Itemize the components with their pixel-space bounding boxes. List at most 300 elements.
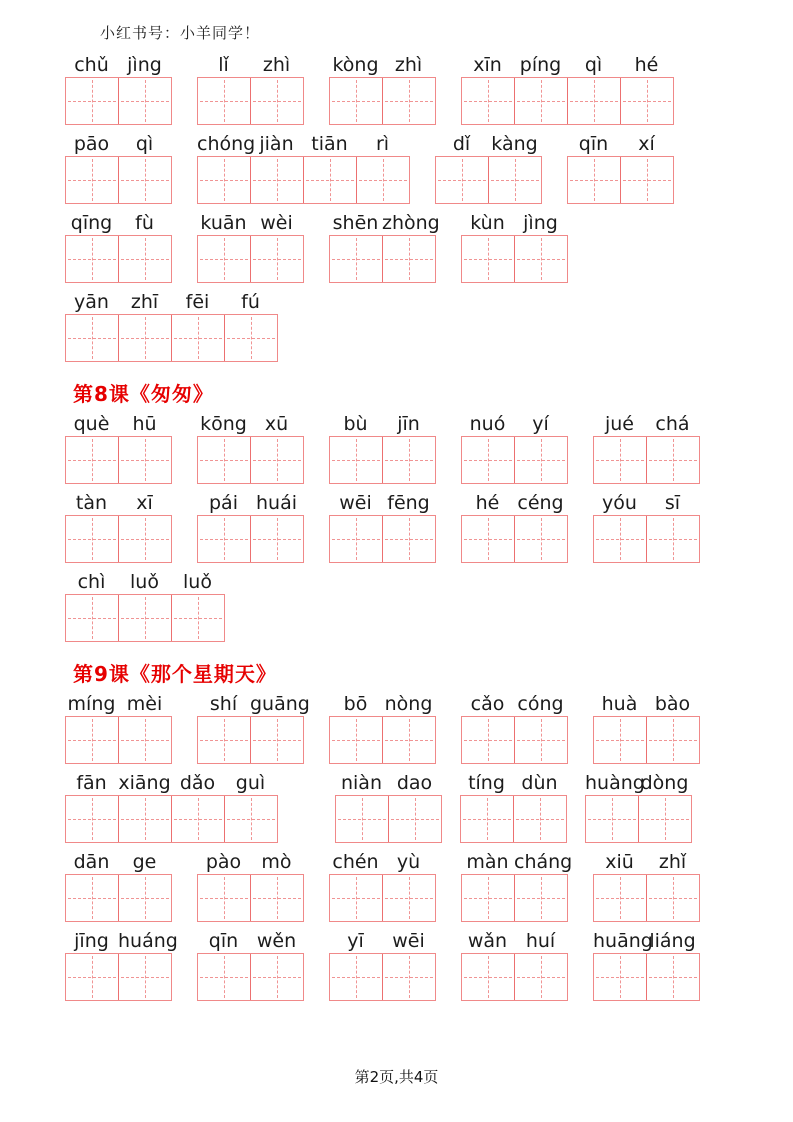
pinyin-syllable: fēng [387,492,430,514]
writing-grid [460,795,567,843]
writing-grid [197,235,304,283]
character-cell [118,595,171,641]
character-cell [66,717,118,763]
character-cell [462,516,514,562]
pinyin-syllable: rì [375,133,390,155]
pinyin-row [461,412,568,436]
character-cell [118,516,171,562]
writing-grid [329,235,436,283]
character-cell [250,875,303,921]
word-group [65,929,178,1001]
pinyin-syllable: xī [136,492,153,514]
pinyin-syllable: zhòng [382,212,440,234]
character-cell [330,954,382,1000]
word-group [329,850,436,922]
pinyin-syllable: cǎo [470,693,505,715]
pinyin-syllable: qīng [70,212,113,234]
pinyin-syllable: píng [519,54,562,76]
pinyin-syllable: lǐ [218,54,229,76]
pinyin-syllable: wèi [260,212,293,234]
character-cell [513,796,566,842]
writing-grid [65,874,172,922]
pinyin-syllable: chén [332,851,379,873]
word-group [593,412,700,484]
character-cell [250,157,303,203]
word-group [197,850,304,922]
pinyin-syllable: zhì [394,54,423,76]
pinyin-syllable: kòng [332,54,379,76]
character-cell [436,157,488,203]
word-group [585,771,692,843]
pinyin-row [329,53,436,77]
pinyin-row [435,132,542,156]
character-cell [330,236,382,282]
pinyin-row [593,692,700,716]
pinyin-row [461,692,568,716]
character-cell [382,236,435,282]
word-row [65,211,793,283]
pinyin-row [461,211,568,235]
pinyin-row [197,491,304,515]
writing-grid [329,77,436,125]
pinyin-syllable: luǒ [183,571,212,593]
watermark-note: 小红书号：小羊同学！ [100,24,261,42]
pinyin-syllable: huí [525,930,556,952]
pinyin-syllable: dao [396,772,433,794]
character-cell [514,78,567,124]
word-group [65,850,172,922]
pinyin-syllable: chì [77,571,106,593]
writing-grid [197,874,304,922]
pinyin-row [65,53,172,77]
pinyin-syllable: wēi [392,930,425,952]
pinyin-syllable: huà [601,693,638,715]
pinyin-syllable: jīn [397,413,420,435]
pinyin-row [460,771,567,795]
word-group [197,929,304,1001]
writing-grid [197,515,304,563]
character-cell [356,157,409,203]
character-cell [198,516,250,562]
pinyin-syllable: nòng [384,693,433,715]
word-group [329,53,436,125]
writing-grid [461,515,568,563]
character-cell [66,875,118,921]
character-cell [66,78,118,124]
section-title: 第9课《那个星期天》 [73,662,277,686]
pinyin-syllable: qì [584,54,603,76]
word-group [197,132,410,204]
pinyin-syllable: bō [343,693,368,715]
pinyin-syllable: tiān [311,133,348,155]
pinyin-syllable: chǔ [74,54,109,76]
pinyin-row [65,491,172,515]
character-cell [250,516,303,562]
pinyin-row [461,850,573,874]
pinyin-syllable: zhǐ [658,851,687,873]
pinyin-row [329,412,436,436]
writing-grid [65,314,278,362]
character-cell [198,875,250,921]
writing-grid [329,515,436,563]
pinyin-row [65,211,172,235]
character-cell [646,954,699,1000]
pinyin-syllable: jué [604,413,634,435]
pinyin-syllable: xiāng [118,772,171,794]
word-row [65,132,793,204]
word-group [461,850,573,922]
word-group [65,771,278,843]
pinyin-row [197,53,304,77]
character-cell [514,516,567,562]
character-cell [382,78,435,124]
pinyin-row [329,211,440,235]
character-cell [250,236,303,282]
pinyin-row [461,491,568,515]
writing-grid [65,594,225,642]
word-group [65,290,278,362]
pinyin-row [65,929,178,953]
pinyin-syllable: míng [67,693,116,715]
pinyin-syllable: qīn [578,133,609,155]
sections-container [65,53,793,1008]
pinyin-row [329,692,436,716]
character-cell [118,315,171,361]
pinyin-syllable: hū [132,413,157,435]
character-cell [118,717,171,763]
word-group [65,412,172,484]
character-cell [646,437,699,483]
character-cell [382,437,435,483]
writing-grid [461,436,568,484]
word-group [461,53,674,125]
pinyin-syllable: niàn [340,772,382,794]
writing-grid [461,77,674,125]
word-group [197,211,304,283]
pinyin-syllable: jiàn [259,133,294,155]
character-cell [66,595,118,641]
pinyin-syllable: wēi [339,492,372,514]
pinyin-syllable: qīn [208,930,239,952]
word-group [329,692,436,764]
character-cell [198,954,250,1000]
pinyin-syllable: yān [74,291,109,313]
word-group [461,211,568,283]
character-cell [382,717,435,763]
writing-grid [461,716,568,764]
character-cell [514,954,567,1000]
character-cell [382,954,435,1000]
character-cell [224,315,277,361]
word-group [65,53,172,125]
word-group [461,929,568,1001]
writing-grid [461,235,568,283]
character-cell [330,437,382,483]
writing-grid [593,436,700,484]
writing-grid [65,77,172,125]
pinyin-syllable: fù [135,212,154,234]
character-cell [66,157,118,203]
pinyin-row [567,132,674,156]
character-cell [171,595,224,641]
pinyin-row [593,929,700,953]
character-cell [462,437,514,483]
writing-grid [585,795,692,843]
character-cell [594,516,646,562]
writing-grid [461,953,568,1001]
word-group [329,211,440,283]
character-cell [118,78,171,124]
section-title: 第8课《匆匆》 [73,382,214,406]
pinyin-syllable: kōng [200,413,247,435]
word-group [461,491,568,563]
writing-grid [197,77,304,125]
character-cell [118,236,171,282]
writing-grid [461,874,568,922]
pinyin-syllable: xū [264,413,289,435]
pinyin-syllable: kuān [200,212,247,234]
character-cell [171,796,224,842]
character-cell [594,717,646,763]
pinyin-syllable: bù [343,413,368,435]
character-cell [594,437,646,483]
writing-grid [567,156,674,204]
character-cell [66,437,118,483]
pinyin-syllable: huáng [118,930,178,952]
pinyin-syllable: guāng [250,693,310,715]
character-cell [514,437,567,483]
pinyin-syllable: shí [209,693,238,715]
pinyin-row [329,850,436,874]
pinyin-syllable: jìng [523,212,558,234]
character-cell [66,315,118,361]
word-row [65,53,793,125]
word-row [65,929,793,1001]
pinyin-syllable: jīng [74,930,109,952]
pinyin-row [197,412,304,436]
pinyin-syllable: hé [634,54,659,76]
character-cell [250,437,303,483]
word-group [335,771,442,843]
word-group [197,491,304,563]
pinyin-row [593,850,700,874]
pinyin-syllable: liáng [649,930,696,952]
pinyin-row [329,491,436,515]
writing-grid [65,953,172,1001]
word-group [65,491,172,563]
character-cell [66,516,118,562]
character-cell [171,315,224,361]
pinyin-syllable: chóng [197,133,256,155]
character-cell [646,717,699,763]
writing-grid [593,716,700,764]
pinyin-row [65,850,172,874]
pinyin-syllable: fú [241,291,260,313]
character-cell [198,236,250,282]
pinyin-syllable: fān [76,772,107,794]
pinyin-syllable: zhì [262,54,291,76]
character-cell [66,236,118,282]
pinyin-row [593,412,700,436]
pinyin-row [585,771,692,795]
pinyin-syllable: fēi [185,291,210,313]
pinyin-syllable: dǎo [179,772,216,794]
pinyin-syllable: què [73,413,110,435]
character-cell [388,796,441,842]
character-cell [198,717,250,763]
word-group [461,692,568,764]
writing-grid [65,515,172,563]
pinyin-syllable: kùn [470,212,505,234]
character-cell [250,717,303,763]
character-cell [568,157,620,203]
pinyin-syllable: dùn [521,772,558,794]
character-cell [462,717,514,763]
character-cell [488,157,541,203]
pinyin-syllable: mò [261,851,292,873]
pinyin-syllable: dòng [640,772,689,794]
pinyin-syllable: hé [475,492,500,514]
pinyin-syllable: mèi [126,693,163,715]
writing-grid [593,515,700,563]
character-cell [198,437,250,483]
pinyin-syllable: pái [209,492,238,514]
writing-grid [65,235,172,283]
character-cell [462,78,514,124]
character-cell [330,717,382,763]
character-cell [462,954,514,1000]
pinyin-syllable: qì [135,133,154,155]
pinyin-syllable: céng [517,492,564,514]
writing-grid [65,436,172,484]
character-cell [330,875,382,921]
pinyin-syllable: pāo [73,133,110,155]
pinyin-syllable: tíng [468,772,505,794]
word-row [65,850,793,922]
character-cell [646,516,699,562]
pinyin-row [65,132,172,156]
word-group [329,412,436,484]
writing-grid [197,716,304,764]
character-cell [250,954,303,1000]
character-cell [118,875,171,921]
word-group [593,491,700,563]
pinyin-row [329,929,436,953]
character-cell [514,717,567,763]
pinyin-row [593,491,700,515]
character-cell [620,78,673,124]
word-group [197,53,304,125]
character-cell [330,516,382,562]
character-cell [646,875,699,921]
character-cell [586,796,638,842]
pinyin-syllable: dǐ [452,133,471,155]
pinyin-syllable: yóu [602,492,637,514]
word-row [65,290,793,362]
writing-grid [329,874,436,922]
character-cell [66,954,118,1000]
character-cell [118,437,171,483]
pinyin-row [65,570,225,594]
writing-grid [65,716,172,764]
pinyin-syllable: huāng [593,930,653,952]
pinyin-syllable: kàng [491,133,538,155]
word-row [65,771,793,843]
pinyin-row [197,929,304,953]
pinyin-syllable: huái [255,492,297,514]
word-row [65,412,793,484]
pinyin-syllable: zhī [130,291,159,313]
writing-grid [197,156,410,204]
character-cell [594,875,646,921]
character-cell [514,875,567,921]
character-cell [66,796,118,842]
pinyin-syllable: tàn [75,492,108,514]
word-group [460,771,567,843]
character-cell [118,954,171,1000]
pinyin-syllable: jìng [127,54,162,76]
character-cell [461,796,513,842]
character-cell [462,236,514,282]
pinyin-row [65,290,278,314]
pinyin-syllable: chá [655,413,690,435]
pinyin-syllable: guì [235,772,266,794]
character-cell [594,954,646,1000]
writing-grid [435,156,542,204]
pinyin-row [197,211,304,235]
pinyin-row [197,132,410,156]
writing-grid [593,953,700,1001]
writing-grid [329,953,436,1001]
word-row [65,491,793,563]
word-group [567,132,674,204]
pinyin-row [461,53,674,77]
page-number: 第2页,共4页 [354,1068,439,1086]
character-cell [382,875,435,921]
pinyin-syllable: nuó [469,413,506,435]
pinyin-syllable: wěn [256,930,297,952]
character-cell [638,796,691,842]
pinyin-row [65,412,172,436]
character-cell [118,796,171,842]
pinyin-syllable: wǎn [467,930,508,952]
writing-grid [197,436,304,484]
word-group [435,132,542,204]
word-group [329,929,436,1001]
word-group [65,211,172,283]
writing-grid [593,874,700,922]
writing-grid [335,795,442,843]
pinyin-row [197,850,304,874]
character-cell [567,78,620,124]
writing-grid [329,436,436,484]
character-cell [118,157,171,203]
word-row [65,692,793,764]
pinyin-row [335,771,442,795]
pinyin-syllable: xí [638,133,655,155]
writing-grid [65,795,278,843]
character-cell [336,796,388,842]
character-cell [198,78,250,124]
character-cell [224,796,277,842]
character-cell [462,875,514,921]
word-row [65,570,793,642]
word-group [593,692,700,764]
word-group [65,132,172,204]
pinyin-syllable: yī [347,930,364,952]
word-group [593,850,700,922]
pinyin-row [65,692,172,716]
